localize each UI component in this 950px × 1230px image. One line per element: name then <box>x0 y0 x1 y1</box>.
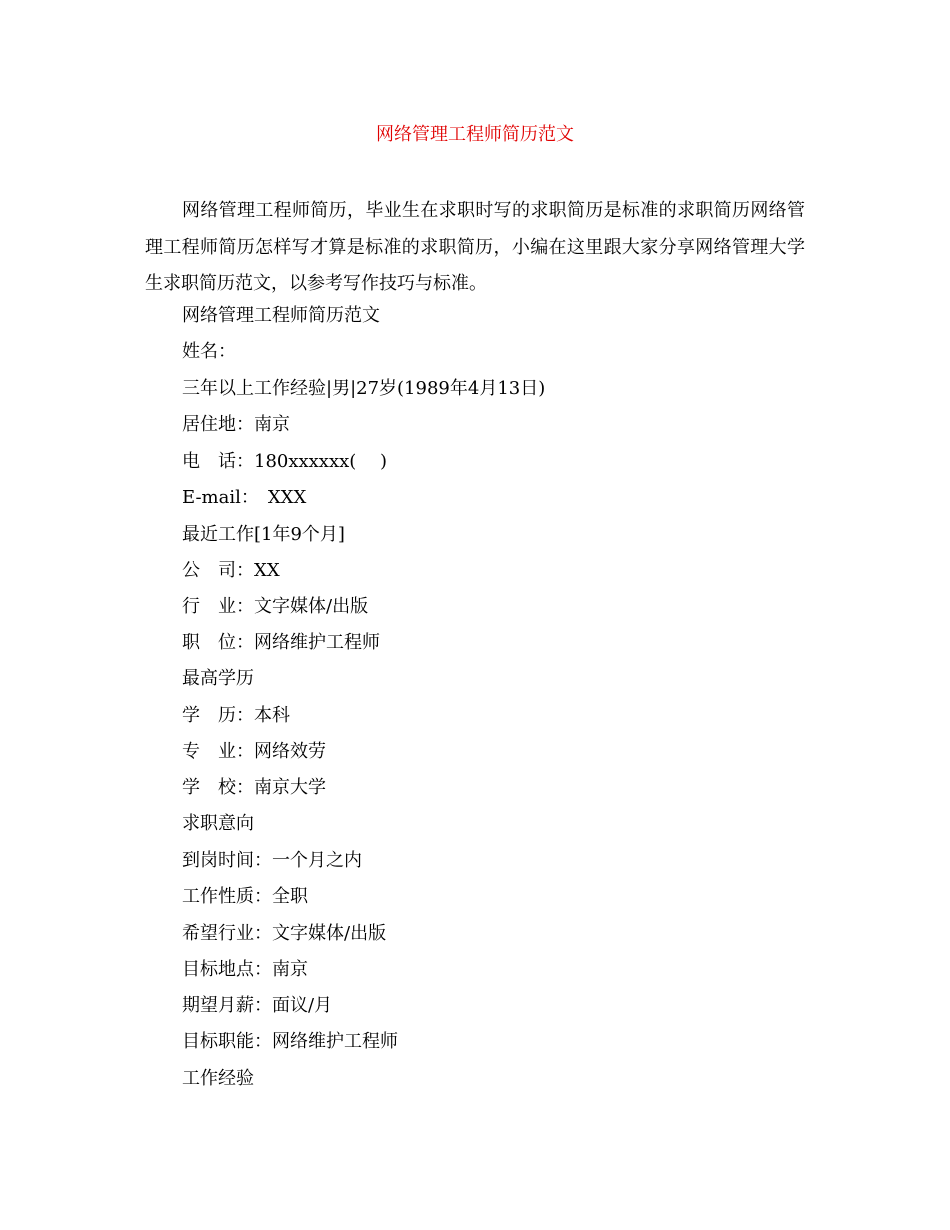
intro-paragraph: 网络管理工程师简历，毕业生在求职时写的求职简历是标准的求职简历网络管理工程师简历怎样写才算是标准的求职简历，小编在这里跟大家分享网络管理大学生求职简历范文，以参考写作技巧与标准。 <box>145 200 805 294</box>
education-heading: 最高学历 <box>182 668 254 689</box>
start-time-field: 到岗时间：一个月之内 <box>182 850 362 871</box>
recent-work-heading: 最近工作[1年9个月] <box>182 524 345 545</box>
target-location-field: 目标地点：南京 <box>182 959 308 980</box>
degree-field: 学 历：本科 <box>182 705 290 726</box>
phone-field: 电 话：180xxxxxx( ) <box>182 451 388 472</box>
target-function-field: 目标职能：网络维护工程师 <box>182 1031 398 1052</box>
resume-heading: 网络管理工程师简历范文 <box>182 305 380 326</box>
residence-field: 居住地：南京 <box>182 414 290 435</box>
document-title: 网络管理工程师简历范文 <box>376 124 574 145</box>
desired-industry-field: 希望行业：文字媒体/出版 <box>182 923 387 944</box>
experience-summary: 三年以上工作经验|男|27岁(1989年4月13日) <box>182 378 546 399</box>
email-field: E-mail： XXX <box>182 487 307 508</box>
name-field: 姓名： <box>182 341 236 362</box>
major-field: 专 业：网络效劳 <box>182 741 326 762</box>
job-intention-heading: 求职意向 <box>182 813 254 834</box>
job-type-field: 工作性质：全职 <box>182 886 308 907</box>
school-field: 学 校：南京大学 <box>182 777 326 798</box>
company-field: 公 司：XX <box>182 560 280 581</box>
expected-salary-field: 期望月薪：面议/月 <box>182 995 333 1016</box>
work-experience-heading: 工作经验 <box>182 1068 254 1089</box>
industry-field: 行 业：文字媒体/出版 <box>182 596 369 617</box>
position-field: 职 位：网络维护工程师 <box>182 632 380 653</box>
